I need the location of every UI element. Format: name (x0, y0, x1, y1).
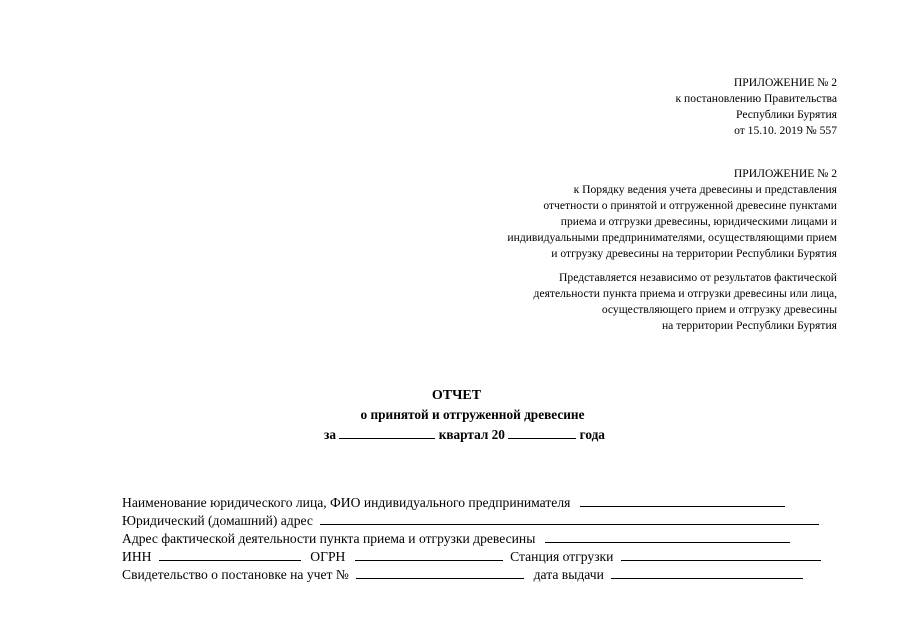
appendix-procedure-line: индивидуальными предпринимателями, осуществляющими прием (507, 231, 837, 244)
quarter-blank[interactable] (339, 425, 435, 439)
appendix-decree-line: ПРИЛОЖЕНИЕ № 2 (733, 76, 837, 89)
appendix-procedure-line: отчетности о принятой и отгруженной древесине пунктами (543, 199, 837, 212)
station-field[interactable] (621, 546, 821, 561)
inn-ogrn-station-row (122, 546, 821, 566)
appendix-procedure-line: и отгрузку древесины на территории Республики Бурятия (551, 247, 837, 260)
appendix-decree-line: к постановлению Правительства (675, 92, 837, 105)
period-middle: квартал 20 (438, 427, 505, 442)
notice-line: осуществляющего прием и отгрузку древесины (601, 303, 837, 316)
registration-label: Свидетельство о постановке на учет № (122, 567, 349, 582)
appendix-procedure-line: ПРИЛОЖЕНИЕ № 2 (733, 167, 837, 180)
legal-address-row (122, 510, 819, 530)
entity-name-label: Наименование юридического лица, ФИО индивидуального предпринимателя (122, 495, 571, 510)
appendix-procedure-line: к Порядку ведения учета древесины и представления (573, 183, 837, 196)
actual-address-row (122, 528, 790, 548)
station-label: Станция отгрузки (510, 549, 614, 564)
registration-number-field[interactable] (356, 564, 524, 579)
appendix-decree-block (675, 75, 837, 139)
legal-address-label: Юридический (домашний) адрес (122, 513, 313, 528)
registration-row (122, 564, 803, 584)
inn-label: ИНН (122, 549, 152, 564)
issue-date-field[interactable] (611, 564, 803, 579)
period-prefix: за (324, 427, 337, 442)
report-heading: ОТЧЕТ (431, 388, 482, 403)
notice-line: на территории Республики Бурятия (661, 319, 837, 332)
report-subtitle: о принятой и отгруженной древесине (360, 407, 585, 422)
ogrn-field[interactable] (355, 546, 503, 561)
notice-line: Представляется независимо от результатов фактической (559, 271, 837, 284)
actual-address-field[interactable] (545, 528, 790, 543)
notice-line: деятельности пункта приема и отгрузки древесины или лица, (533, 287, 837, 300)
appendix-decree-line: от 15.10. 2019 № 557 (734, 124, 837, 137)
submission-notice (534, 270, 837, 334)
issue-date-label: дата выдачи (533, 567, 604, 582)
report-period-line (12, 425, 905, 443)
appendix-decree-line: Республики Бурятия (736, 108, 837, 121)
legal-address-field[interactable] (320, 510, 819, 525)
appendix-procedure-block (507, 166, 837, 262)
actual-address-label: Адрес фактической деятельности пункта приема и отгрузки древесины (122, 531, 536, 546)
inn-field[interactable] (159, 546, 301, 561)
ogrn-label: ОГРН (310, 549, 346, 564)
appendix-procedure-line: приема и отгрузки древесины, юридическими лицами и (560, 215, 837, 228)
year-blank[interactable] (508, 425, 576, 439)
period-suffix: года (579, 427, 605, 442)
entity-name-field[interactable] (580, 492, 785, 507)
entity-name-row (122, 492, 785, 512)
